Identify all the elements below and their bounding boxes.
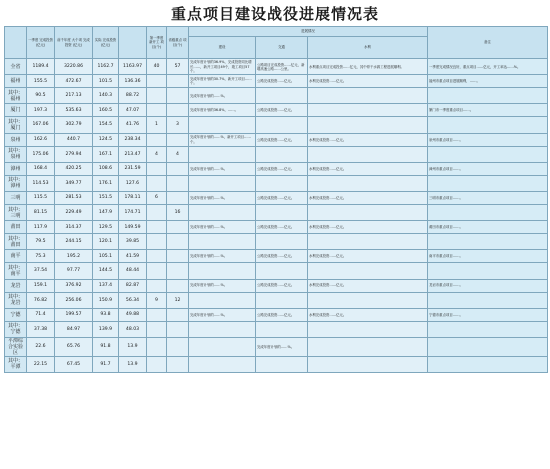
value-cell-v5 (147, 250, 167, 263)
value-cell-v4: 48.44 (119, 263, 147, 279)
note-cell (428, 292, 548, 308)
value-cell-v3: 101.5 (93, 75, 119, 88)
header-region (5, 27, 27, 59)
value-cell-v6: 57 (167, 59, 189, 75)
progress-cell-c3 (308, 337, 428, 356)
table-row (5, 279, 548, 292)
progress-cell-c2: 公路完成投资……亿元。 (256, 104, 308, 117)
region-cell: 全省 (5, 59, 27, 75)
table-row (5, 162, 548, 175)
value-cell-v1: 175.06 (27, 146, 55, 162)
note-cell (428, 146, 548, 162)
note-cell (428, 321, 548, 337)
table-row (5, 175, 548, 191)
progress-cell-c2 (256, 234, 308, 250)
value-cell-v1: 79.5 (27, 234, 55, 250)
region-cell: 宁德 (5, 308, 27, 321)
value-cell-v6: 12 (167, 292, 189, 308)
table-row (5, 117, 548, 133)
value-cell-v2: 349.77 (55, 175, 93, 191)
note-cell: 一季度完成情况良好，重点项目……亿元，开工率达……%。 (428, 59, 548, 75)
value-cell-v4: 238.34 (119, 133, 147, 146)
value-cell-v3: 176.1 (93, 175, 119, 191)
progress-cell-c1 (189, 146, 256, 162)
region-cell: 平潭综合实验区 (5, 337, 27, 356)
value-cell-v6: 16 (167, 204, 189, 220)
table-row (5, 234, 548, 250)
progress-cell-c2: 公路完成投资……亿元。 (256, 75, 308, 88)
value-cell-v5 (147, 204, 167, 220)
value-cell-v5 (147, 175, 167, 191)
value-cell-v3: 139.9 (93, 321, 119, 337)
header-h1: 一季度 完成投资 (亿元) (27, 27, 55, 59)
table-row (5, 308, 548, 321)
value-cell-v2: 67.45 (55, 356, 93, 372)
progress-cell-c1: 完成年度计划的……%。 (189, 162, 256, 175)
value-cell-v3: 150.9 (93, 292, 119, 308)
note-cell: 龙岩市重点项目……。 (428, 279, 548, 292)
region-cell: 其中：平潭 (5, 356, 27, 372)
page-title: 重点项目建设战役进展情况表 (170, 5, 379, 23)
value-cell-v6 (167, 234, 189, 250)
region-cell: 龙岩 (5, 279, 27, 292)
value-cell-v4: 136.36 (119, 75, 147, 88)
region-cell: 南平 (5, 250, 27, 263)
value-cell-v6 (167, 88, 189, 104)
value-cell-v4: 13.9 (119, 356, 147, 372)
value-cell-v5 (147, 337, 167, 356)
region-cell: 其中：莆田 (5, 234, 27, 250)
progress-cell-c2 (256, 117, 308, 133)
value-cell-v1: 37.38 (27, 321, 55, 337)
note-cell (428, 117, 548, 133)
value-cell-v6: 3 (167, 117, 189, 133)
value-cell-v6 (167, 337, 189, 356)
value-cell-v1: 37.54 (27, 263, 55, 279)
note-cell: 莆田市重点项目……。 (428, 221, 548, 234)
progress-cell-c3: 水利完成投资……亿元。 (308, 75, 428, 88)
progress-cell-c3 (308, 117, 428, 133)
value-cell-v4: 82.87 (119, 279, 147, 292)
progress-cell-c1 (189, 337, 256, 356)
note-cell: 漳州市重点项目……。 (428, 162, 548, 175)
region-cell: 泉州 (5, 133, 27, 146)
value-cell-v3: 105.1 (93, 250, 119, 263)
table-row (5, 321, 548, 337)
value-cell-v5 (147, 308, 167, 321)
region-cell: 其中：宁德 (5, 321, 27, 337)
progress-cell-c1: 完成年度计划的……%。 (189, 221, 256, 234)
progress-cell-c2 (256, 321, 308, 337)
progress-cell-c1 (189, 321, 256, 337)
header-group: 进展情况 (189, 27, 428, 37)
value-cell-v2: 302.79 (55, 117, 93, 133)
table-row (5, 250, 548, 263)
note-cell (428, 234, 548, 250)
note-cell: 泉州市重点项目……。 (428, 133, 548, 146)
region-cell: 莆田 (5, 221, 27, 234)
progress-cell-c1 (189, 234, 256, 250)
value-cell-v3: 140.3 (93, 88, 119, 104)
value-cell-v6 (167, 356, 189, 372)
progress-cell-c3: 水利重点项目完成投资……亿元，其中骨干水源工程进展顺利。 (308, 59, 428, 75)
progress-cell-c3 (308, 356, 428, 372)
progress-cell-c2 (256, 292, 308, 308)
table-row (5, 191, 548, 204)
progress-cell-c3 (308, 146, 428, 162)
value-cell-v4: 213.47 (119, 146, 147, 162)
value-cell-v3: 160.5 (93, 104, 119, 117)
value-cell-v4: 178.11 (119, 191, 147, 204)
value-cell-v5 (147, 75, 167, 88)
value-cell-v5 (147, 104, 167, 117)
value-cell-v1: 155.5 (27, 75, 55, 88)
header-note: 备注 (428, 27, 548, 59)
progress-cell-c1: 完成年度计划的……%，新开工项目……个。 (189, 133, 256, 146)
value-cell-v1: 81.15 (27, 204, 55, 220)
value-cell-v2: 244.15 (55, 234, 93, 250)
value-cell-v4: 49.88 (119, 308, 147, 321)
table-row (5, 88, 548, 104)
value-cell-v5 (147, 88, 167, 104)
progress-table (4, 26, 548, 373)
progress-cell-c3: 水利完成投资……亿元。 (308, 191, 428, 204)
header-h4: 第一季度 新开工 项目(个) (147, 27, 167, 59)
value-cell-v2: 84.97 (55, 321, 93, 337)
value-cell-v6 (167, 191, 189, 204)
value-cell-v6 (167, 308, 189, 321)
value-cell-v5: 6 (147, 191, 167, 204)
value-cell-v1: 1189.4 (27, 59, 55, 75)
progress-cell-c1 (189, 117, 256, 133)
region-cell: 漳州 (5, 162, 27, 175)
table-row (5, 75, 548, 88)
table-row (5, 204, 548, 220)
table-row (5, 292, 548, 308)
progress-cell-c1 (189, 204, 256, 220)
value-cell-v4: 174.71 (119, 204, 147, 220)
value-cell-v1: 114.53 (27, 175, 55, 191)
note-cell: 宁德市重点项目……。 (428, 308, 548, 321)
progress-cell-c3 (308, 88, 428, 104)
progress-cell-c2: 完成年度计划的……%。 (256, 337, 308, 356)
progress-cell-c2 (256, 146, 308, 162)
progress-cell-c3 (308, 204, 428, 220)
value-cell-v6 (167, 250, 189, 263)
value-cell-v3: 1162.7 (93, 59, 119, 75)
progress-cell-c3: 水利完成投资……亿元。 (308, 250, 428, 263)
value-cell-v2: 195.2 (55, 250, 93, 263)
value-cell-v5: 9 (147, 292, 167, 308)
progress-cell-c2 (256, 175, 308, 191)
value-cell-v5 (147, 279, 167, 292)
value-cell-v1: 197.3 (27, 104, 55, 117)
region-cell: 其中：三明 (5, 204, 27, 220)
progress-cell-c2: 公路完成投资……亿元。 (256, 250, 308, 263)
value-cell-v5 (147, 321, 167, 337)
value-cell-v2: 281.53 (55, 191, 93, 204)
value-cell-v1: 71.4 (27, 308, 55, 321)
value-cell-v4: 231.59 (119, 162, 147, 175)
note-cell (428, 263, 548, 279)
value-cell-v4: 149.59 (119, 221, 147, 234)
progress-cell-c1 (189, 263, 256, 279)
progress-cell-c1 (189, 292, 256, 308)
table-row (5, 263, 548, 279)
value-cell-v1: 159.1 (27, 279, 55, 292)
value-cell-v3: 124.5 (93, 133, 119, 146)
progress-cell-c3 (308, 234, 428, 250)
value-cell-v5 (147, 221, 167, 234)
value-cell-v4: 47.07 (119, 104, 147, 117)
region-cell: 福州 (5, 75, 27, 88)
progress-cell-c1 (189, 175, 256, 191)
value-cell-v4: 41.59 (119, 250, 147, 263)
progress-cell-c1: 完成年度计划的……%。 (189, 250, 256, 263)
value-cell-v3: 91.7 (93, 356, 119, 372)
header-h5: 省级重点 项目(个) (167, 27, 189, 59)
value-cell-v4: 88.72 (119, 88, 147, 104)
value-cell-v3: 91.8 (93, 337, 119, 356)
value-cell-v6 (167, 104, 189, 117)
value-cell-v2: 279.94 (55, 146, 93, 162)
value-cell-v2: 376.92 (55, 279, 93, 292)
table-row (5, 356, 548, 372)
progress-cell-c2: 公路完成投资……亿元。 (256, 221, 308, 234)
value-cell-v1: 75.3 (27, 250, 55, 263)
value-cell-v3: 129.5 (93, 221, 119, 234)
note-cell: 厦门市一季度重点项目……。 (428, 104, 548, 117)
value-cell-v1: 167.06 (27, 117, 55, 133)
region-cell: 其中：福州 (5, 88, 27, 104)
table-row (5, 337, 548, 356)
value-cell-v2: 65.76 (55, 337, 93, 356)
progress-cell-c1: 完成年度计划的……%。 (189, 308, 256, 321)
progress-cell-c3: 水利完成投资……亿元。 (308, 162, 428, 175)
value-cell-v6 (167, 175, 189, 191)
value-cell-v1: 22.15 (27, 356, 55, 372)
region-cell: 其中：龙岩 (5, 292, 27, 308)
value-cell-v1: 115.5 (27, 191, 55, 204)
value-cell-v4: 56.34 (119, 292, 147, 308)
progress-cell-c1: 完成年度计划的……%。 (189, 191, 256, 204)
value-cell-v6 (167, 279, 189, 292)
value-cell-v4: 13.9 (119, 337, 147, 356)
value-cell-v6 (167, 221, 189, 234)
note-cell: 福州市重点项目进展顺利，……。 (428, 75, 548, 88)
table-row (5, 133, 548, 146)
progress-cell-c1 (189, 356, 256, 372)
value-cell-v6: 4 (167, 146, 189, 162)
progress-cell-c1: 完成年度计划的36.8%，……。 (189, 104, 256, 117)
value-cell-v6 (167, 263, 189, 279)
progress-cell-c2: 公路完成投资……亿元。 (256, 279, 308, 292)
region-cell: 其中：泉州 (5, 146, 27, 162)
progress-cell-c3: 水利完成投资……亿元。 (308, 279, 428, 292)
progress-cell-c3 (308, 321, 428, 337)
value-cell-v6 (167, 75, 189, 88)
table-row (5, 59, 548, 75)
value-cell-v3: 93.8 (93, 308, 119, 321)
value-cell-v3: 147.9 (93, 204, 119, 220)
value-cell-v3: 167.1 (93, 146, 119, 162)
region-cell: 其中：厦门 (5, 117, 27, 133)
value-cell-v5 (147, 263, 167, 279)
value-cell-v5 (147, 162, 167, 175)
header-s3: 水利 (308, 37, 428, 59)
value-cell-v2: 97.77 (55, 263, 93, 279)
value-cell-v3: 151.5 (93, 191, 119, 204)
progress-cell-c2: 公路完成投资……亿元。 (256, 162, 308, 175)
region-cell: 其中：漳州 (5, 175, 27, 191)
value-cell-v4: 1163.97 (119, 59, 147, 75)
region-cell: 其中：南平 (5, 263, 27, 279)
value-cell-v3: 120.1 (93, 234, 119, 250)
progress-cell-c2: 公路完成投资……亿元。 (256, 308, 308, 321)
progress-cell-c2 (256, 356, 308, 372)
value-cell-v4: 41.76 (119, 117, 147, 133)
value-cell-v3: 144.5 (93, 263, 119, 279)
value-cell-v1: 76.82 (27, 292, 55, 308)
progress-cell-c3 (308, 175, 428, 191)
progress-cell-c1: 完成年度计划的……%。 (189, 88, 256, 104)
progress-cell-c3: 水利完成投资……亿元。 (308, 308, 428, 321)
value-cell-v1: 168.4 (27, 162, 55, 175)
value-cell-v6 (167, 133, 189, 146)
value-cell-v2: 420.25 (55, 162, 93, 175)
note-cell (428, 88, 548, 104)
note-cell: 南平市重点项目……。 (428, 250, 548, 263)
progress-cell-c3 (308, 104, 428, 117)
value-cell-v2: 472.67 (55, 75, 93, 88)
value-cell-v5 (147, 356, 167, 372)
progress-cell-c3: 水利完成投资……亿元。 (308, 221, 428, 234)
region-cell: 三明 (5, 191, 27, 204)
value-cell-v5 (147, 133, 167, 146)
value-cell-v2: 535.63 (55, 104, 93, 117)
value-cell-v6 (167, 321, 189, 337)
header-h2: 前千年度 大个项 完成投资 (亿元) (55, 27, 93, 59)
note-cell (428, 356, 548, 372)
note-cell: 三明市重点项目……。 (428, 191, 548, 204)
value-cell-v4: 127.6 (119, 175, 147, 191)
progress-cell-c3: 水利完成投资……亿元。 (308, 133, 428, 146)
value-cell-v2: 3220.86 (55, 59, 93, 75)
value-cell-v2: 440.7 (55, 133, 93, 146)
progress-cell-c2 (256, 204, 308, 220)
value-cell-v2: 314.37 (55, 221, 93, 234)
value-cell-v2: 229.49 (55, 204, 93, 220)
value-cell-v5: 40 (147, 59, 167, 75)
progress-cell-c3 (308, 292, 428, 308)
header-h3: 实际 完成投资 (亿元) (93, 27, 119, 59)
progress-cell-c2: 公路完成投资……亿元。 (256, 191, 308, 204)
value-cell-v5 (147, 234, 167, 250)
table-row (5, 104, 548, 117)
value-cell-v3: 137.4 (93, 279, 119, 292)
value-cell-v2: 217.13 (55, 88, 93, 104)
header-blank (119, 27, 147, 59)
progress-cell-c2: 公路完成投资……亿元。 (256, 133, 308, 146)
progress-cell-c1: 完成年度计划的36.9%，完成投资同比增长……，新开工项目49个，竣工项目57个。 (189, 59, 256, 75)
progress-cell-c2 (256, 263, 308, 279)
value-cell-v6 (167, 162, 189, 175)
value-cell-v5: 1 (147, 117, 167, 133)
value-cell-v1: 90.5 (27, 88, 55, 104)
value-cell-v1: 162.6 (27, 133, 55, 146)
table-body (5, 59, 548, 373)
value-cell-v4: 39.85 (119, 234, 147, 250)
value-cell-v4: 48.03 (119, 321, 147, 337)
progress-cell-c2 (256, 88, 308, 104)
header-s1: 建设 (189, 37, 256, 59)
value-cell-v3: 108.6 (93, 162, 119, 175)
progress-cell-c1: 完成年度计划的30.7%，新开工项目……个。 (189, 75, 256, 88)
value-cell-v1: 117.9 (27, 221, 55, 234)
table-row (5, 221, 548, 234)
progress-cell-c1: 完成年度计划的……%。 (189, 279, 256, 292)
value-cell-v5: 4 (147, 146, 167, 162)
value-cell-v1: 22.6 (27, 337, 55, 356)
progress-cell-c2: 公路项目完成投资……亿元，新增高速公路……公里。 (256, 59, 308, 75)
value-cell-v2: 256.06 (55, 292, 93, 308)
table-row (5, 146, 548, 162)
region-cell: 厦门 (5, 104, 27, 117)
note-cell (428, 337, 548, 356)
note-cell (428, 175, 548, 191)
header-s2: 交通 (256, 37, 308, 59)
value-cell-v2: 199.57 (55, 308, 93, 321)
value-cell-v3: 154.5 (93, 117, 119, 133)
note-cell (428, 204, 548, 220)
progress-cell-c3 (308, 263, 428, 279)
